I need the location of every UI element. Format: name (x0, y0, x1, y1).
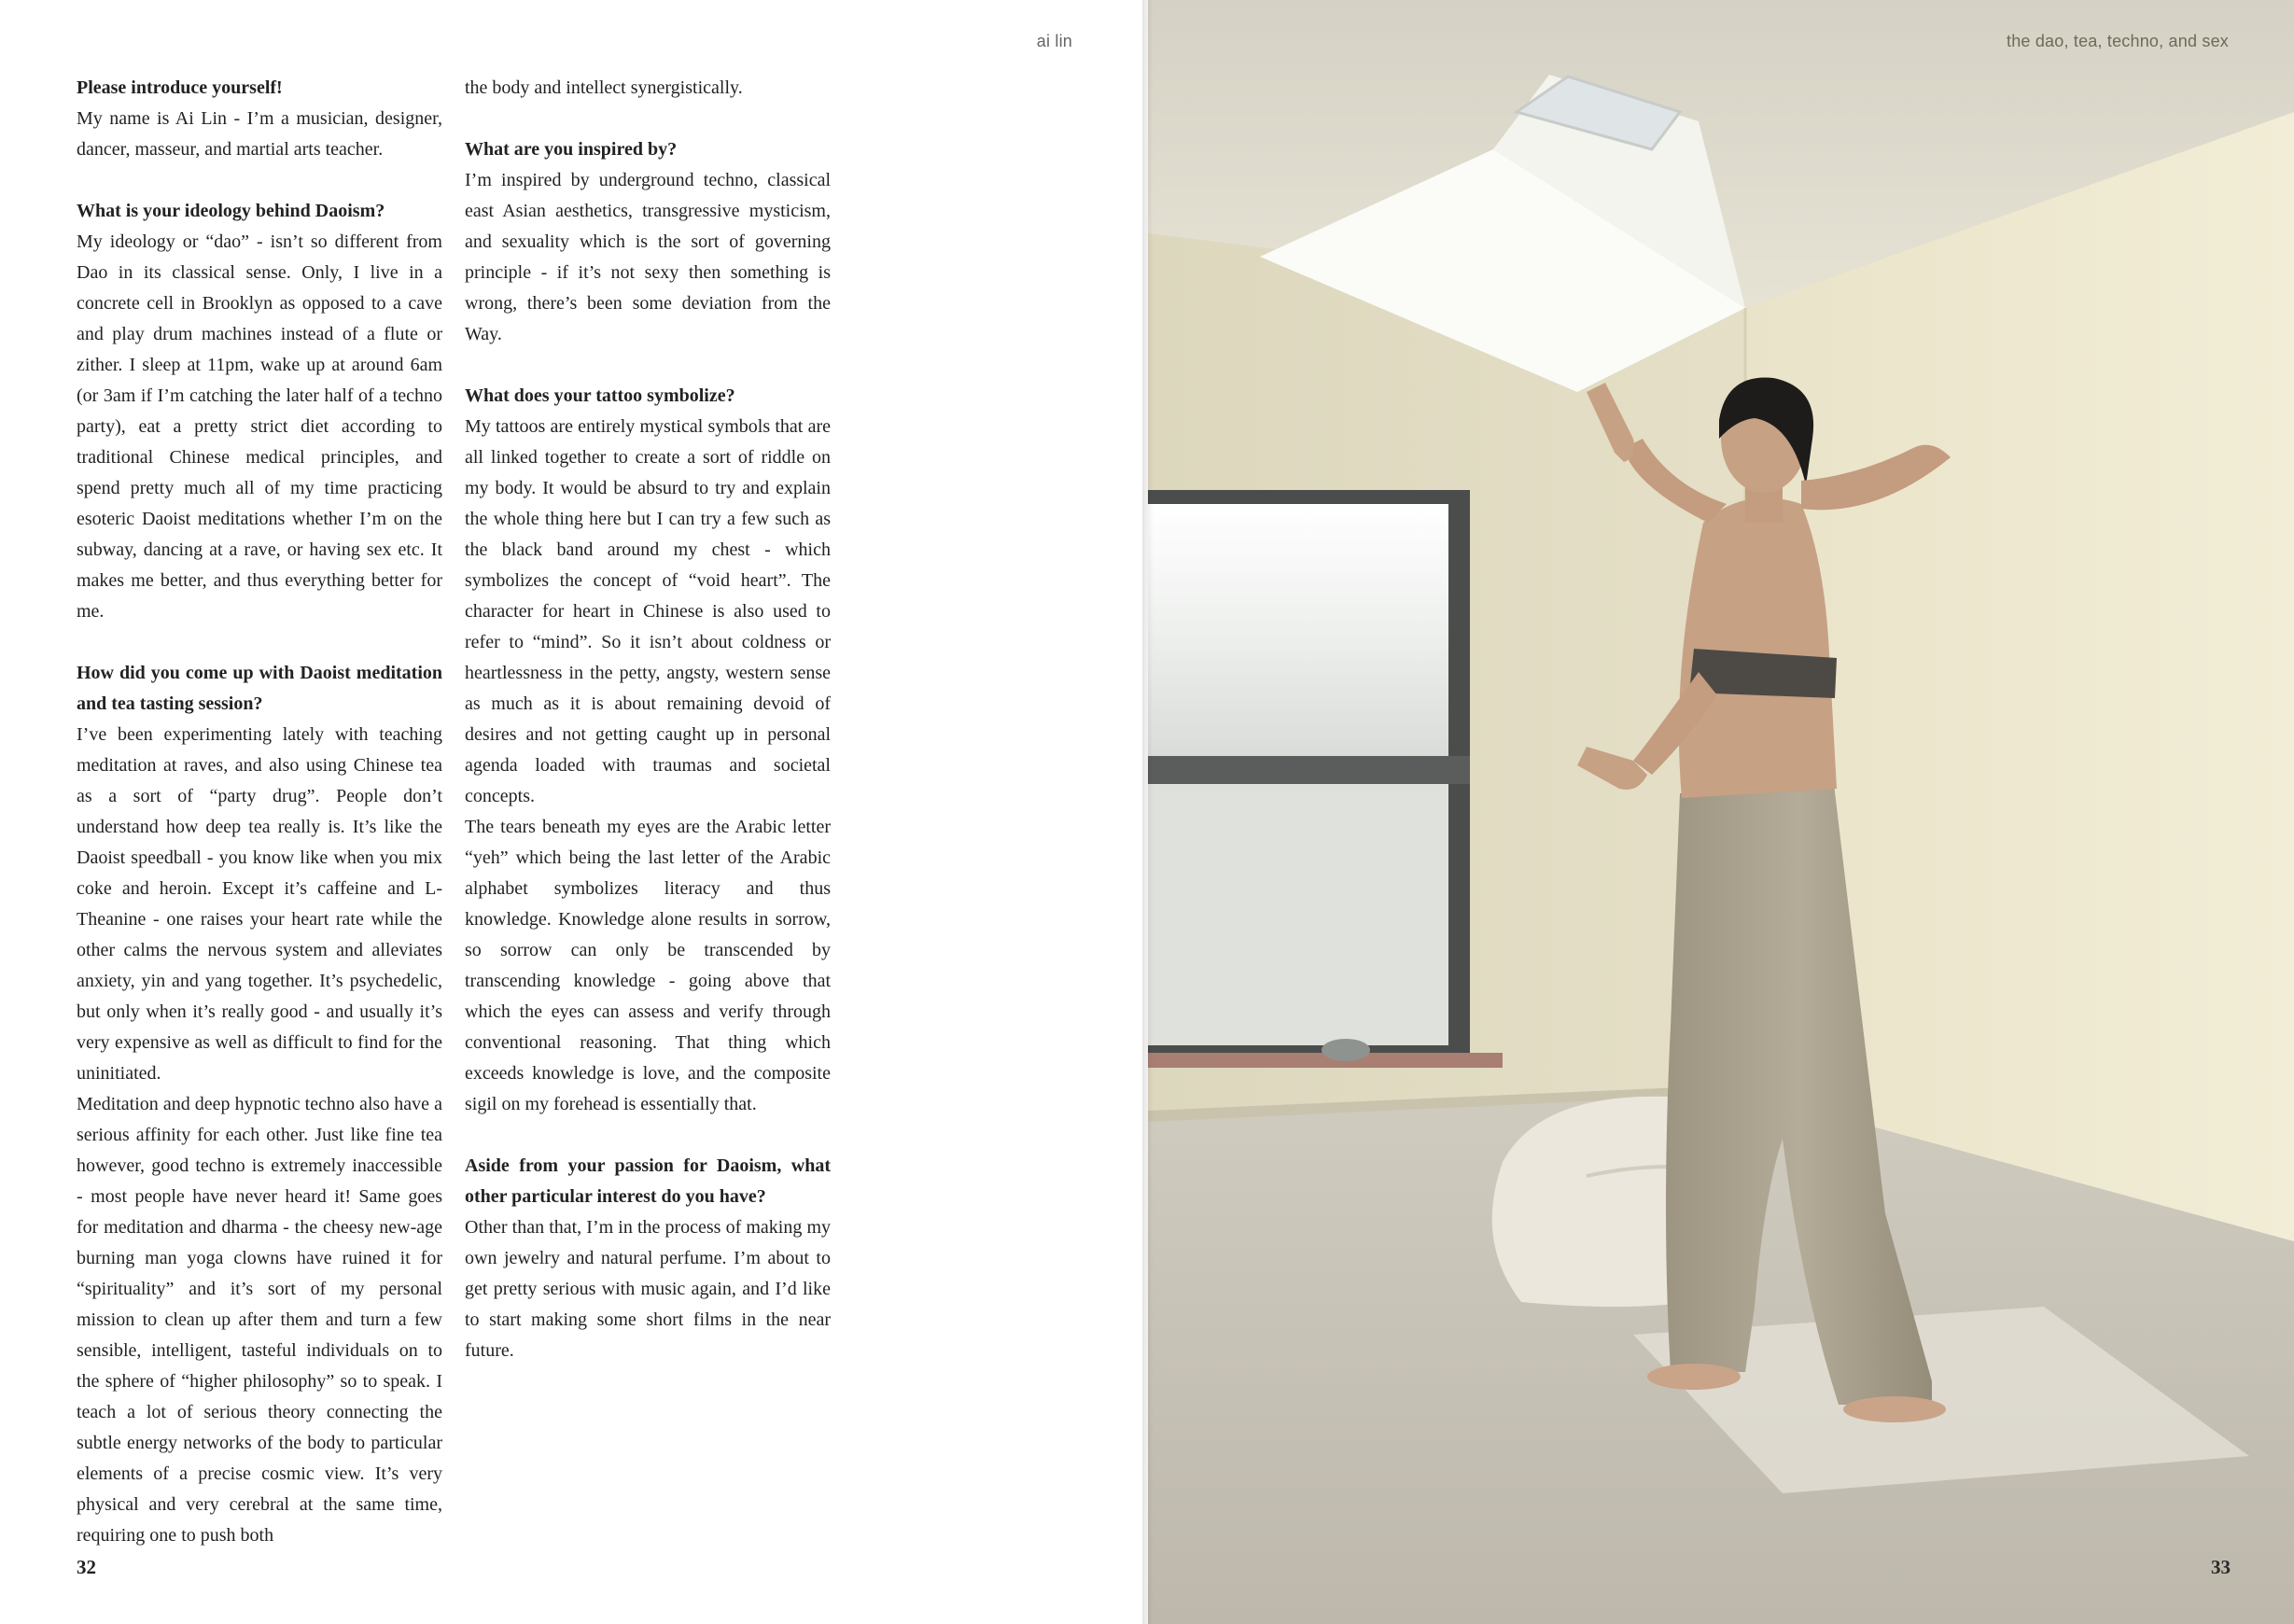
question-meditation-session: How did you come up with Daoist meditation and tea tasting session? (77, 663, 442, 714)
answer-intro: My name is Ai Lin - I’m a musician, designer, dancer, masseur, and martial arts teacher. (77, 108, 442, 160)
spine-shadow (1142, 0, 1154, 1624)
portrait-photo (1148, 0, 2294, 1624)
question-inspiration: What are you inspired by? (465, 139, 678, 160)
answer-meditation-techno: Meditation and deep hypnotic techno also have a serious affinity for each other. Just like fine tea however, good techno is extremely inaccessible - most people have never heard it! Same goes for meditation and dharma - the cheesy new-age burning man yoga clowns have ruined it for “spirituality” and it’s sort of my personal mission to clean up after them and turn a few sensible, intelligent, tasteful individuals on to the sphere of “higher philosophy” so to speak. I teach a lot of serious theory connecting the subtle energy networks of the body to particular elements of a precise cosmic view. It’s very physical and very cerebral at the same time, requiring one to push both (77, 1094, 442, 1546)
running-head-title: the dao, tea, techno, and sex (2007, 32, 2229, 50)
window-lower-pane (1148, 784, 1448, 1045)
running-head-author: ai lin (1036, 32, 1072, 50)
right-page (1148, 0, 2294, 1624)
figure-torso (1679, 497, 1837, 798)
question-other-interests: Aside from your passion for Daoism, what other particular interest do you have? (465, 1155, 831, 1207)
figure-left-foot (1647, 1364, 1741, 1390)
article-column-1 (77, 73, 442, 1555)
answer-tattoo-tears: The tears beneath my eyes are the Arabic letter “yeh” which being the last letter of the Arabic alphabet symbolizes literacy and thus knowledge. Knowledge alone results in sorrow, so sorrow can only be transcended by transcending knowledge - going above that which the eyes can assess and verify through conventional reasoning. That thing which exceeds knowledge is love, and the composite sigil on my forehead is essentially that. (465, 817, 831, 1114)
answer-tattoo: My tattoos are entirely mystical symbols that are all linked together to create a sort of riddle on my body. It would be absurd to try and explain the whole thing here but I can try a few such as the black band around my chest - which symbolizes the concept of “void heart”. The character for heart in Chinese is also used to refer to “mind”. So it isn’t about coldness or heartlessness in the petty, angsty, western sense as much as it is about remaining devoid of desires and not getting caught up in personal agenda loaded with traumas and societal concepts. (465, 416, 831, 806)
answer-inspiration: I’m inspired by underground techno, classical east Asian aesthetics, transgressive mysticism, and sexuality which is the sort of governing principle - if it’s not sexy then something is wrong, there’s been some deviation from the Way. (465, 170, 831, 344)
window-upper-pane (1148, 504, 1448, 756)
answer-meditation-session: I’ve been experimenting lately with teaching meditation at raves, and also using Chinese tea as a sort of “party drug”. People don’t understand how deep tea really is. It’s like the Daoist speedball - you know like when you mix coke and heroin. Except it’s caffeine and L-Theanine - one raises your heart rate while the other calms the nervous system and alleviates anxiety, yin and yang together. It’s psychedelic, but only when it’s really good - and usually it’s very expensive as well as difficult to find for the uninitiated. (77, 724, 442, 1084)
figure-right-foot (1843, 1396, 1946, 1422)
question-intro: Please introduce yourself! (77, 77, 283, 98)
answer-continuation: the body and intellect synergistically. (465, 77, 743, 98)
question-tattoo: What does your tattoo symbolize? (465, 385, 735, 406)
tea-bowl (1322, 1039, 1370, 1061)
question-ideology: What is your ideology behind Daoism? (77, 201, 385, 221)
page-number-left: 32 (77, 1556, 96, 1578)
answer-ideology: My ideology or “dao” - isn’t so different from Dao in its classical sense. Only, I live in a concrete cell in Brooklyn as opposed to a cave and play drum machines instead of a flute or zither. I sleep at 11pm, wake up at around 6am (or 3am if I’m catching the later half of a techno party), eat a pretty strict diet according to traditional Chinese medical principles, and spend pretty much all of my time practicing esoteric Daoist meditations whether I’m on the subway, dancing at a rave, or having sex etc. It makes me better, and thus everything better for me. (77, 231, 442, 622)
page-number-right: 33 (2211, 1556, 2231, 1578)
article-column-2 (465, 73, 831, 1366)
answer-other-interests: Other than that, I’m in the process of making my own jewelry and natural perfume. I’m about to get pretty serious with music again, and I’d like to start making some short films in the near future. (465, 1217, 831, 1361)
